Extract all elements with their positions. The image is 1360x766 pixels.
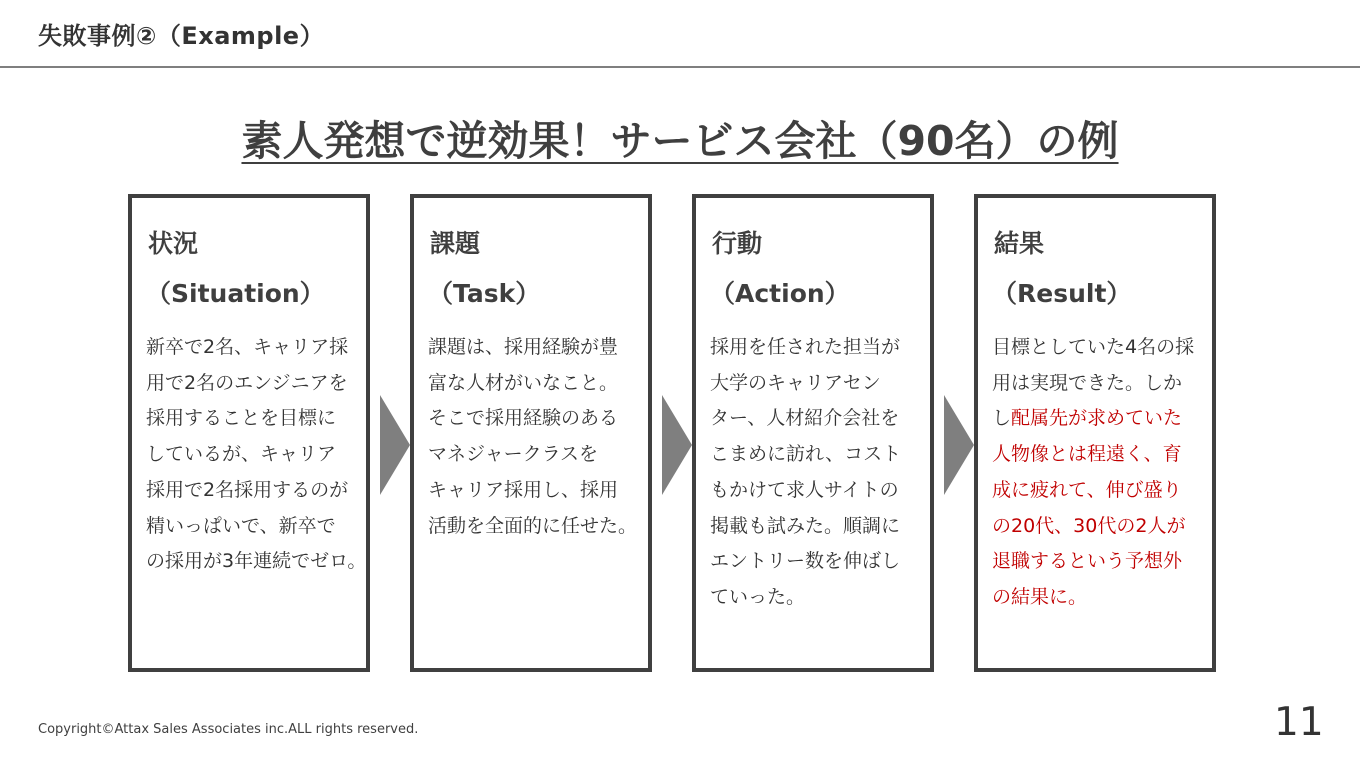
action-line: もかけて求人サイトの <box>710 478 899 501</box>
task-line: 活動を全面的に任せた。 <box>428 514 638 537</box>
result-line-highlight: 成に疲れて、伸び盛り <box>992 478 1182 501</box>
action-heading: 行動 <box>712 229 763 258</box>
task-line: キャリア採用し、採用 <box>428 478 619 501</box>
task-line: マネジャークラスを <box>428 443 599 466</box>
main-title: 素人発想で逆効果！サービス会社（90名）の例 <box>241 117 1119 165</box>
situation-line: 採用することを目標に <box>146 407 337 430</box>
copyright: Copyright©Attax Sales Associates inc.ALL rights reserved. <box>38 722 419 737</box>
result-box <box>974 194 1216 672</box>
situation-body <box>146 330 374 580</box>
result-text-highlight: 配属先が求めていた <box>1011 407 1183 430</box>
action-line: ていった。 <box>710 585 806 608</box>
result-body <box>992 330 1220 616</box>
result-subheading: （Result） <box>992 279 1132 308</box>
result-line-highlight: の20代、30代の2人が <box>992 514 1186 537</box>
page-number: 11 <box>1274 700 1324 745</box>
action-line: こまめに訪れ、コスト <box>710 443 902 466</box>
action-line: 大学のキャリアセン <box>710 371 881 394</box>
task-line: 課題は、採用経験が豊 <box>428 336 619 358</box>
result-line-highlight: の結果に。 <box>992 585 1088 608</box>
result-line-highlight: 退職するという予想外 <box>992 550 1183 573</box>
action-line: エントリー数を伸ばし <box>710 550 901 573</box>
result-line <box>992 401 1220 437</box>
main-title-container <box>0 108 1360 167</box>
result-heading: 結果 <box>994 229 1045 258</box>
action-line: 採用を任された担当が <box>710 336 901 358</box>
situation-line: 採用で2名採用するのが <box>146 478 349 501</box>
task-box <box>410 194 652 672</box>
task-body <box>428 330 656 544</box>
situation-line: 精いっぱいで、新卒で <box>146 514 336 537</box>
result-line: 用は実現できた。しか <box>992 371 1183 394</box>
header-divider <box>0 66 1360 68</box>
task-heading: 課題 <box>430 229 481 258</box>
situation-line: しているが、キャリア <box>146 443 337 466</box>
result-line-highlight: 人物像とは程遠く、育 <box>992 443 1182 466</box>
arrow-right-icon <box>380 395 410 495</box>
action-body <box>710 330 938 616</box>
action-line: 掲載も試みた。順調に <box>710 514 901 537</box>
action-line: ター、人材紹介会社を <box>710 407 900 430</box>
arrow-right-icon <box>944 395 974 495</box>
task-line: そこで採用経験のある <box>428 407 619 430</box>
action-subheading: （Action） <box>710 279 850 308</box>
task-subheading: （Task） <box>428 279 541 308</box>
task-line: 富な人材がいなこと。 <box>428 371 619 394</box>
situation-subheading: （Situation） <box>146 279 325 308</box>
header-title: 失敗事例②（Example） <box>38 22 325 50</box>
arrow-right-icon <box>662 395 692 495</box>
result-text-plain: し <box>992 407 1012 430</box>
situation-line: の採用が3年連続でゼロ。 <box>146 550 367 573</box>
result-line: 目標としていた4名の採 <box>992 336 1195 358</box>
situation-line: 用で2名のエンジニアを <box>146 371 348 394</box>
action-box <box>692 194 934 672</box>
situation-box <box>128 194 370 672</box>
situation-heading: 状況 <box>148 229 199 258</box>
situation-line: 新卒で2名、キャリア採 <box>146 336 349 358</box>
